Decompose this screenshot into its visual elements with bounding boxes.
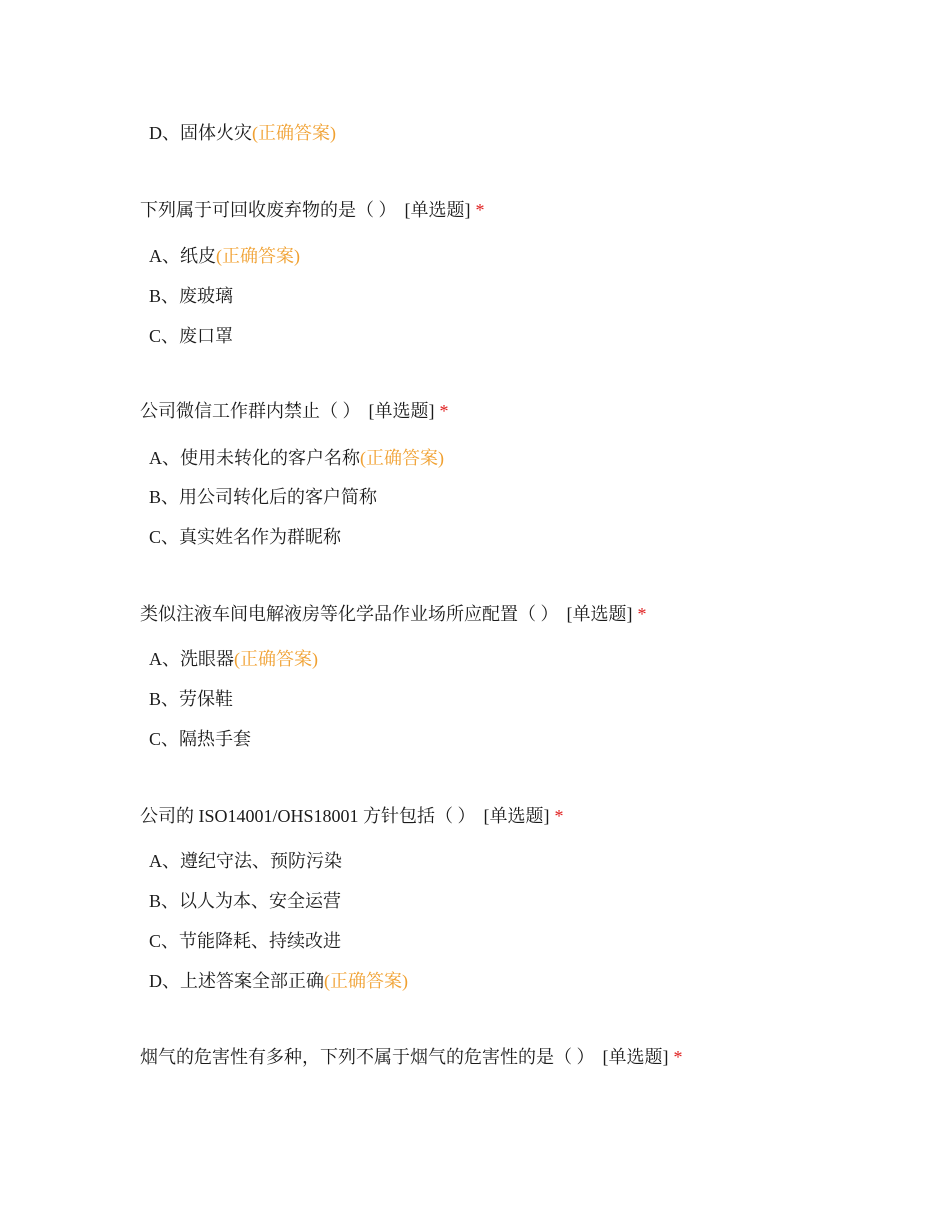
question-1-title [140, 198, 485, 222]
question-3-option-b [149, 687, 233, 711]
option-text: 遵纪守法、预防污染 [180, 851, 342, 871]
question-text: 类似注液车间电解液房等化学品作业场所应配置（ ） [140, 604, 559, 624]
required-marker: * [439, 401, 449, 421]
option-text: 固体火灾 [180, 123, 252, 143]
option-letter: A、 [149, 649, 180, 669]
option-text: 真实姓名作为群昵称 [179, 527, 342, 547]
option-text: 节能降耗、持续改进 [179, 931, 342, 951]
option-text: 劳保鞋 [179, 689, 234, 709]
option-letter: B、 [149, 689, 180, 709]
question-4-option-c [149, 929, 341, 953]
question-3-title [140, 602, 647, 626]
question-3-option-c [149, 727, 251, 751]
question-type: [单选题] [483, 806, 550, 826]
correct-answer-marker: (正确答案) [234, 649, 318, 669]
required-marker: * [673, 1047, 683, 1067]
option-text: 以人为本、安全运营 [179, 891, 342, 911]
question-text: 下列属于可回收废弃物的是（ ） [140, 200, 397, 220]
option-letter: C、 [149, 326, 180, 346]
correct-answer-marker: (正确答案) [216, 246, 300, 266]
question-4-option-a [149, 849, 342, 873]
option-text: 洗眼器 [180, 649, 234, 669]
question-1-option-b [149, 284, 233, 308]
question-5-title [140, 1045, 683, 1069]
option-text: 纸皮 [180, 246, 216, 266]
option-prev-d [149, 121, 336, 145]
question-type: [单选题] [602, 1047, 669, 1067]
question-text: 烟气的危害性有多种，下列不属于烟气的危害性的是（ ） [140, 1047, 595, 1067]
option-text: 废玻璃 [179, 286, 234, 306]
question-2-option-b [149, 485, 377, 509]
option-letter: B、 [149, 891, 180, 911]
option-letter: D、 [149, 971, 180, 991]
option-letter: A、 [149, 246, 180, 266]
question-type: [单选题] [368, 401, 435, 421]
option-letter: C、 [149, 729, 180, 749]
option-letter: B、 [149, 286, 180, 306]
question-2-option-c [149, 525, 341, 549]
question-type: [单选题] [566, 604, 633, 624]
option-text: 使用未转化的客户名称 [180, 448, 360, 468]
required-marker: * [475, 200, 485, 220]
question-type: [单选题] [404, 200, 471, 220]
correct-answer-marker: (正确答案) [252, 123, 336, 143]
required-marker: * [637, 604, 647, 624]
question-4-option-b [149, 889, 341, 913]
option-letter: C、 [149, 931, 180, 951]
question-text: 公司微信工作群内禁止（ ） [140, 401, 361, 421]
option-letter: B、 [149, 487, 180, 507]
option-text: 上述答案全部正确 [180, 971, 324, 991]
option-text: 用公司转化后的客户简称 [179, 487, 378, 507]
required-marker: * [554, 806, 564, 826]
question-text: 公司的 ISO14001/OHS18001 方针包括（ ） [140, 806, 476, 826]
question-4-option-d [149, 969, 408, 993]
question-1-option-c [149, 324, 233, 348]
option-letter: D、 [149, 123, 180, 143]
option-letter: C、 [149, 527, 180, 547]
question-2-title [140, 399, 449, 423]
option-letter: A、 [149, 851, 180, 871]
question-2-option-a [149, 446, 444, 470]
question-4-title [140, 804, 564, 828]
option-letter: A、 [149, 448, 180, 468]
option-text: 隔热手套 [179, 729, 252, 749]
option-text: 废口罩 [179, 326, 234, 346]
correct-answer-marker: (正确答案) [324, 971, 408, 991]
correct-answer-marker: (正确答案) [360, 448, 444, 468]
question-3-option-a [149, 647, 318, 671]
question-1-option-a [149, 244, 300, 268]
